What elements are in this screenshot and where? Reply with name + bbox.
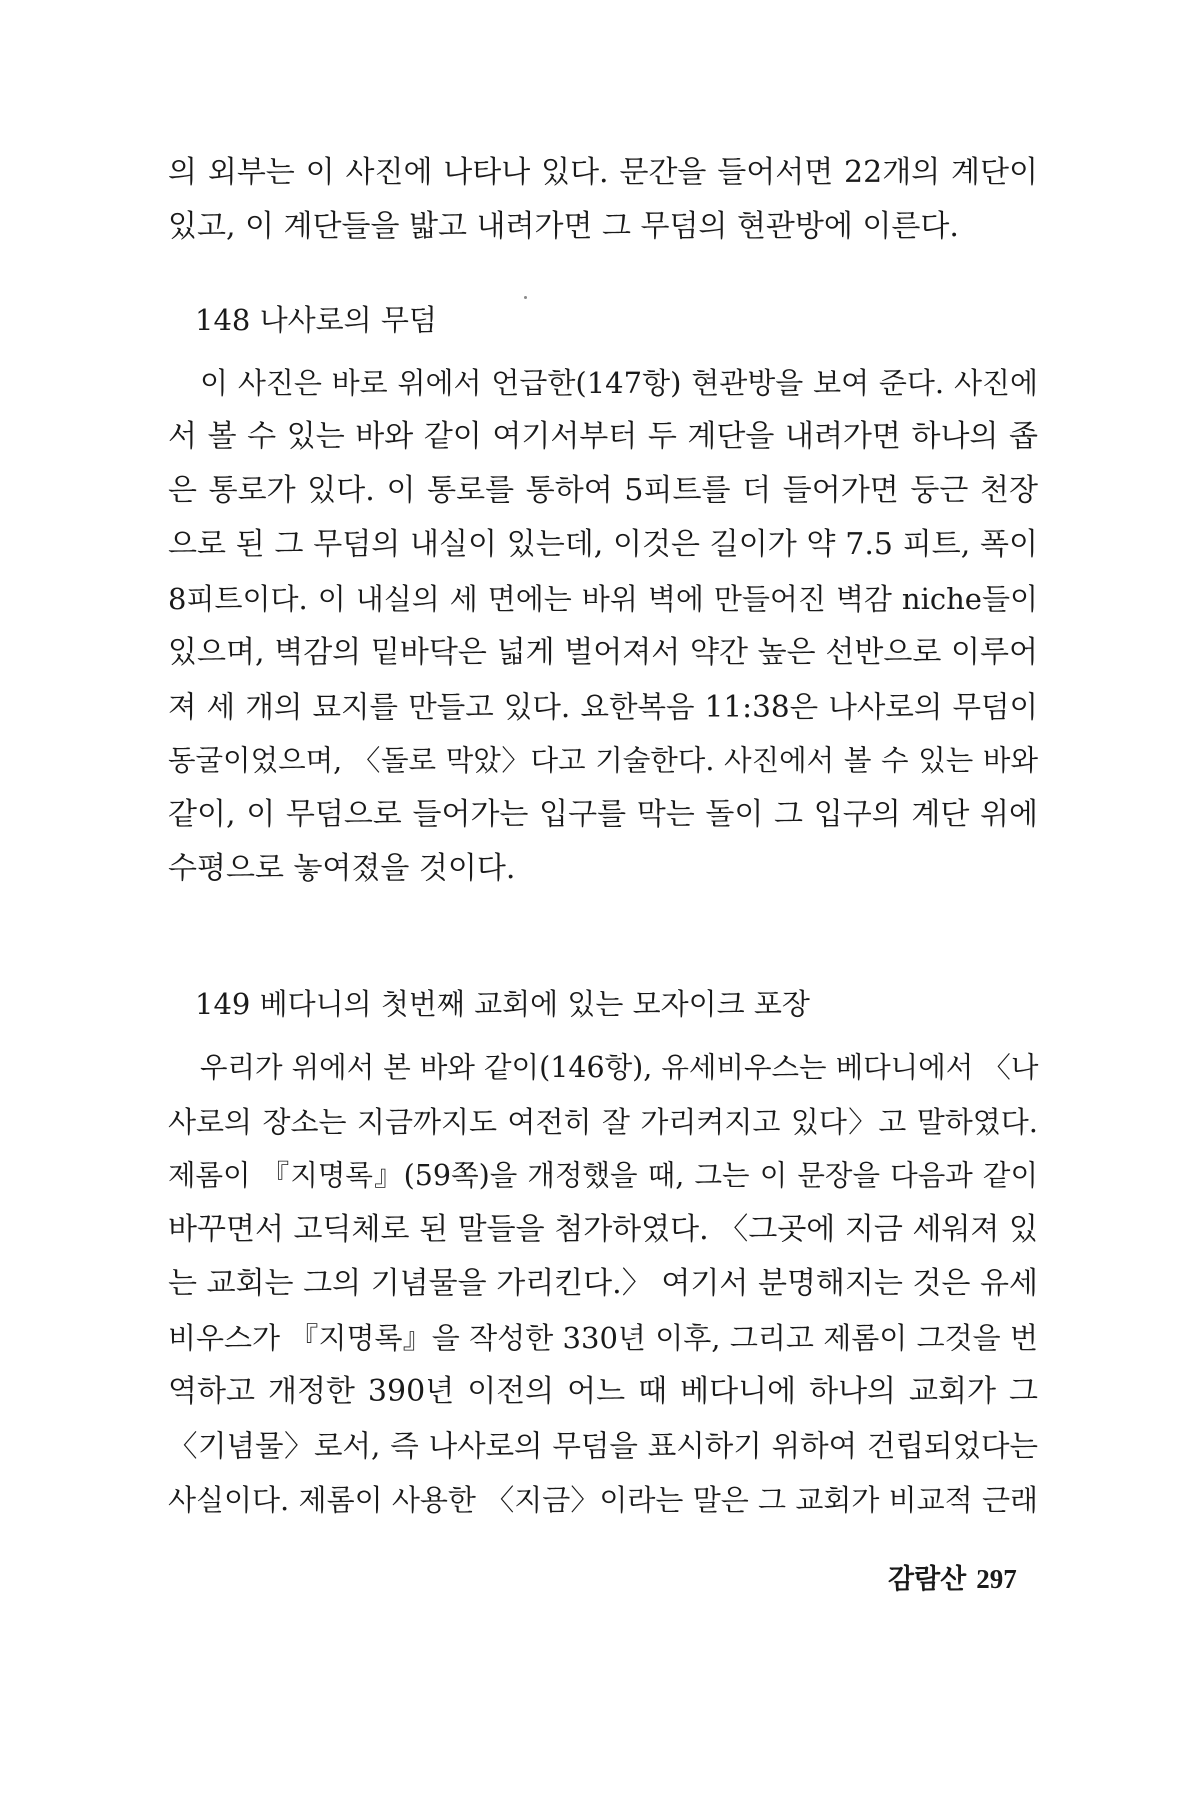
running-title: 감람산 [888,1564,967,1594]
paragraph-line: 같이, 이 무덤으로 들어가는 입구를 막는 돌이 그 입구의 계단 위에 [168,797,1038,832]
paragraph-line: 서 볼 수 있는 바와 같이 여기서부터 두 계단을 내려가면 하나의 좁 [168,419,1038,454]
top-paragraph [168,146,1038,254]
paragraph-line: 으로 된 그 무덤의 내실이 있는데, 이것은 길이가 약 7.5 피트, 폭이 [168,527,1038,562]
paragraph-line: 는 교회는 그의 기념물을 가리킨다.〉 여기서 분명해지는 것은 유세 [168,1266,1038,1301]
section-heading-149: 149 베다니의 첫번째 교회에 있는 모자이크 포장 [195,987,810,1021]
paragraph-line: 8피트이다. 이 내실의 세 면에는 바위 벽에 만들어진 벽감 niche들이 [168,582,1038,616]
paragraph-line: 〈기념물〉로서, 즉 나사로의 무덤을 표시하기 위하여 건립되었다는 [168,1429,1038,1463]
paragraph-line: 이 사진은 바로 위에서 언급한(147항) 현관방을 보여 준다. 사진에 [200,366,1038,400]
page-number: 297 [976,1564,1017,1594]
paragraph-line: 은 통로가 있다. 이 통로를 통하여 5피트를 더 들어가면 둥근 천장 [168,473,1038,508]
paragraph-line: 비우스가 『지명록』을 작성한 330년 이후, 그리고 제롬이 그것을 번 [168,1321,1038,1355]
speck-mark [524,296,527,299]
paragraph-line: 바꾸면서 고딕체로 된 말들을 첨가하였다. 〈그곳에 지금 세워져 있 [168,1212,1038,1247]
paragraph-line: 사실이다. 제롬이 사용한 〈지금〉이라는 말은 그 교회가 비교적 근래 [168,1483,1038,1517]
paragraph-line: 의 외부는 이 사진에 나타나 있다. 문간을 들어서면 22개의 계단이 [168,155,1038,190]
paragraph-line: 동굴이었으며, 〈돌로 막았〉다고 기술한다. 사진에서 볼 수 있는 바와 [168,744,1038,777]
paragraph-line: 제롬이 『지명록』(59쪽)을 개정했을 때, 그는 이 문장을 다음과 같이 [168,1159,1038,1192]
page-footer [888,1562,1017,1596]
paragraph-line: 져 세 개의 묘지를 만들고 있다. 요한복음 11:38은 나사로의 무덤이 [168,690,1038,724]
paragraph-line: 사로의 장소는 지금까지도 여전히 잘 가리켜지고 있다〉고 말하였다. [168,1105,1038,1139]
paragraph-line: 역하고 개정한 390년 이전의 어느 때 베다니에 하나의 교회가 그 [168,1374,1038,1409]
paragraph-line: 있으며, 벽감의 밑바닥은 넓게 벌어져서 약간 높은 선반으로 이루어 [168,635,1038,670]
section-149-body [168,1041,1038,1527]
paragraph-line: 수평으로 놓여졌을 것이다. [168,851,516,886]
section-148-body [168,356,1038,896]
paragraph-line: 우리가 위에서 본 바와 같이(146항), 유세비우스는 베다니에서 〈나 [200,1051,1039,1084]
paragraph-line: 있고, 이 계단들을 밟고 내려가면 그 무덤의 현관방에 이른다. [168,209,959,244]
section-heading-148: 148 나사로의 무덤 [195,303,437,337]
